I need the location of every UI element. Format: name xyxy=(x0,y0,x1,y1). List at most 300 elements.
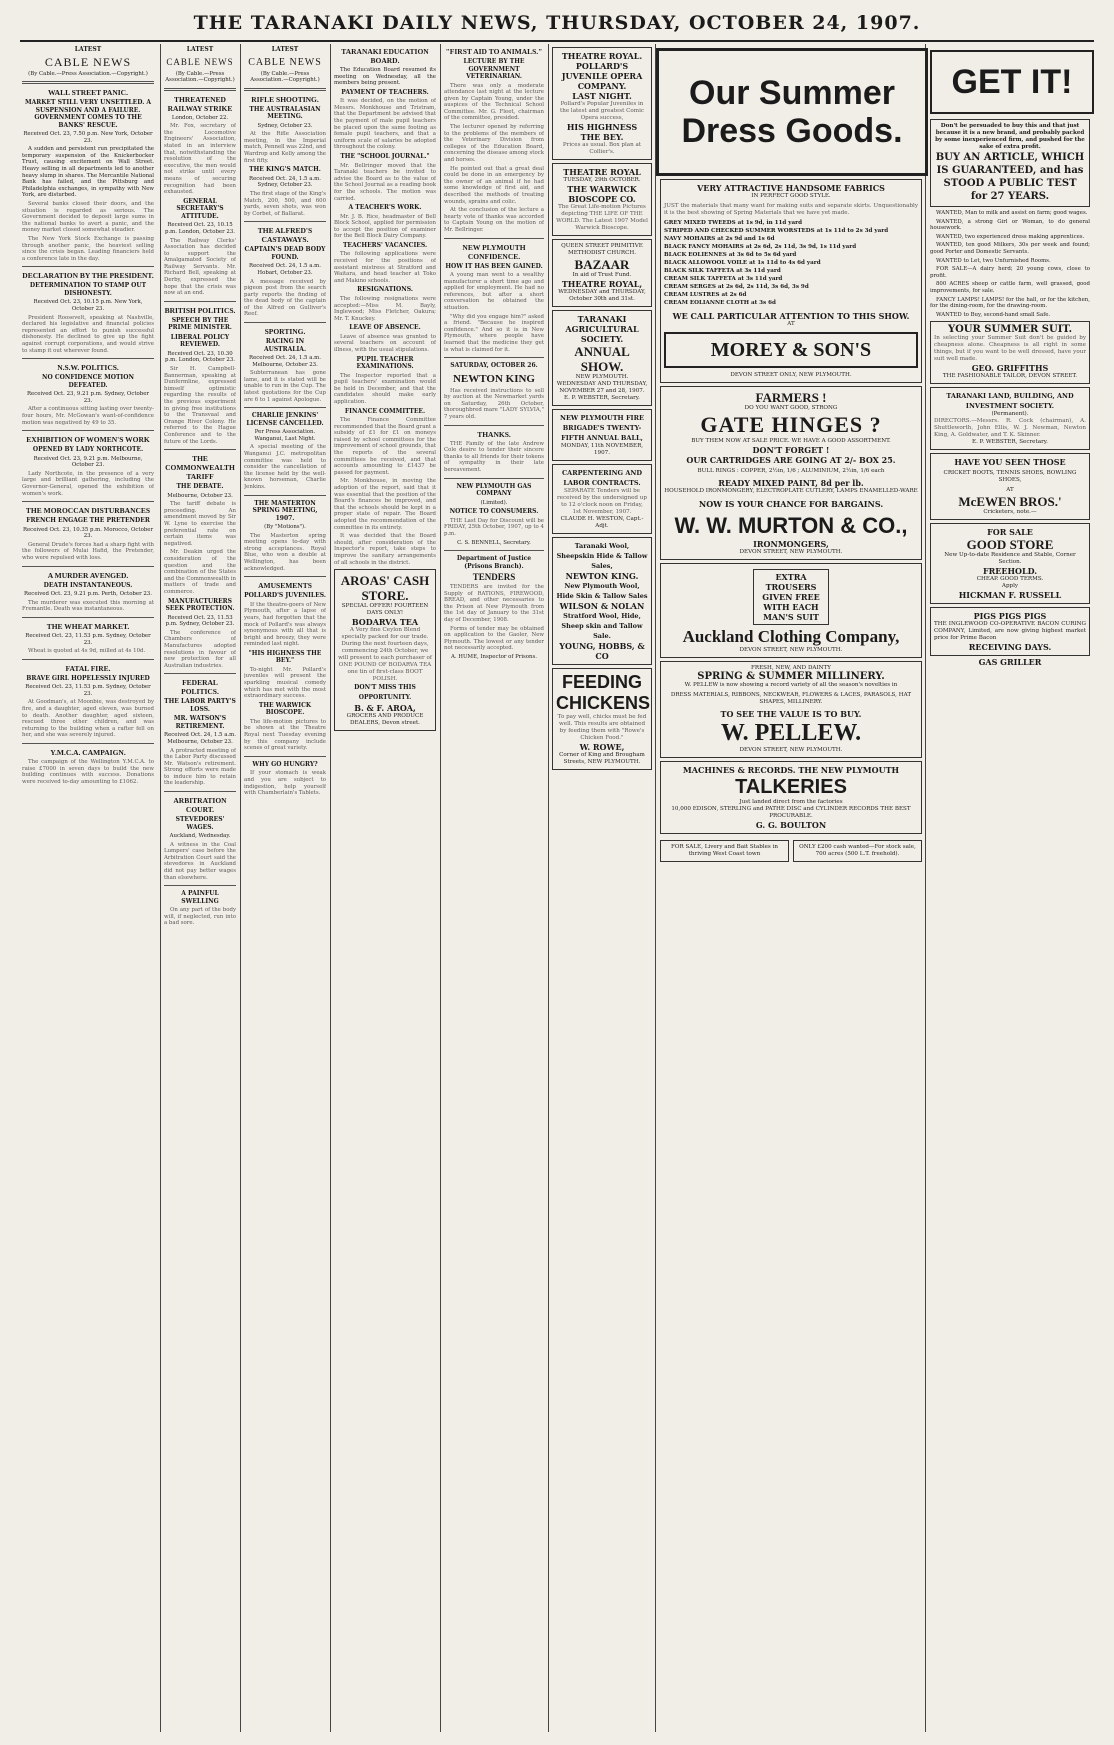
fabric-item: BLACK EOLIENNES at 3s 6d to 5s 6d yard xyxy=(664,252,797,258)
column-rule xyxy=(440,44,441,1732)
dateline: Received Oct. 23, 9.21 p.m. Melbourne, October 23. xyxy=(33,455,143,469)
header-cable-news: CABLE NEWS xyxy=(248,56,322,68)
article-body: If the theatre-goers of New Plymouth, after a lapse of years, had forgotten that the mock of Pollard's was always synonymous with all that is bright and breezy, they were reminded last night. xyxy=(244,601,326,648)
mcewen-name: McEWEN BROS.' xyxy=(958,494,1062,510)
primitive-church: QUEEN STREET PRIMITIVE METHODIST CHURCH. xyxy=(561,243,643,256)
morey-name: MOREY & SON'S xyxy=(664,332,918,368)
headline-confidence: NEW PLYMOUTH CONFIDENCE. xyxy=(462,242,526,261)
article-body: General Drude's forces had a sharp fight with the followers of Mulai Hafid, the Pretender, who were repulsed with loss. xyxy=(22,541,154,562)
classified: WANTED to Buy, second-hand small Safe. xyxy=(936,311,1051,318)
bazaar-loc: THEATRE ROYAL, xyxy=(561,279,643,289)
carpenter-sig: CLAUDE H. WESTON, Capt.-Adjt. xyxy=(560,516,644,529)
fabric-item: NAVY MOHAIRS at 2s 9d and 1s 6d xyxy=(664,236,775,242)
show-title: ANNUAL SHOW. xyxy=(574,344,630,374)
subhead: THE KING'S MATCH. xyxy=(249,166,321,174)
murton-addr: DEVON STREET, NEW PLYMOUTH. xyxy=(739,549,843,555)
header-latest: LATEST xyxy=(186,46,214,53)
theatre-title: THEATRE ROYAL. xyxy=(561,51,643,61)
bazaar-sub: In aid of Trust Fund. xyxy=(572,272,632,278)
fabric-item: CREAM SERGES at 2s 6d, 2s 11d, 3s 6d, 3s 9d xyxy=(664,284,809,290)
article-body: On any part of the body will, if neglected, run into a bad sore. xyxy=(164,907,236,927)
summer-suit: YOUR SUMMER SUIT. xyxy=(947,324,1073,336)
headline-education-board: TARANAKI EDUCATION BOARD. xyxy=(341,47,429,65)
headline-alfred: THE ALFRED'S CASTAWAYS. xyxy=(257,226,313,245)
griffiths-sub: THE FASHIONABLE TAILOR, DEVON STREET. xyxy=(942,373,1078,380)
subhead: THE "SCHOOL JOURNAL." xyxy=(340,153,430,161)
dateline: Received Oct. 24, 1.5 a.m. Melbourne, October 23. xyxy=(164,732,236,745)
header-cable-news: CABLE NEWS xyxy=(166,56,234,67)
column-4 xyxy=(334,44,436,1732)
spring-intro: FRESH, NEW, AND DAINTY xyxy=(751,665,831,671)
dateline: Received Oct. 23, 10.35 p.m. Morocco, October 23. xyxy=(22,526,154,540)
dateline: Received Oct. 23, 10.15 p.m. London, October 23. xyxy=(165,222,235,235)
subhead: DEATH INSTANTANEOUS. xyxy=(43,581,133,589)
sale-date: SATURDAY, OCTOBER 26. xyxy=(450,362,538,370)
wilson-nolan: WILSON & NOLAN xyxy=(559,601,645,611)
article-body: The following resignations were accepted:—Miss M. Bayly, Inglewood; Miss Fletcher, Oakura; Mr. T. Knuckey. xyxy=(334,295,436,322)
aroas-title: AROAS' CASH STORE. xyxy=(340,573,430,604)
pellew-name: W. PELLEW. xyxy=(720,720,862,746)
article-body: Several banks closed their doors, and the situation is regarded as serious. The Government decided to deposit large sums in the national banks to avert a panic, and the money market closed somewhat steadier. xyxy=(22,201,154,234)
header-latest: LATEST xyxy=(271,46,299,53)
hickman: HICKMAN F. RUSSELL xyxy=(958,590,1062,601)
headline-british-politics: BRITISH POLITICS. xyxy=(164,305,236,315)
good-store: GOOD STORE xyxy=(966,537,1054,553)
fire-title: NEW PLYMOUTH FIRE BRIGADE'S TWENTY-FIFTH ANNUAL BALL, xyxy=(560,414,644,442)
article-body: Subterranean has gone lame, and it is stated will be unable to run in the Cup. The latest quotations for the Cup are 6 to 1 against Apologue. xyxy=(244,370,326,403)
show-date: WEDNESDAY AND THURSDAY, NOVEMBER 27 and 28, 1907. xyxy=(556,381,648,394)
article-body: Forms of tender may be obtained on application to the Gaoler, New Plymouth. The lowest or any tender not necessarily accepted. xyxy=(444,625,544,652)
aroas-cash-store-ad xyxy=(334,569,436,731)
pigs-title: PIGS PIGS PIGS xyxy=(973,611,1047,622)
cricketers: Cricketers, note.— xyxy=(983,509,1037,516)
subhead: A TEACHER'S WORK. xyxy=(348,204,422,212)
masthead: THE TARANAKI DAILY NEWS, THURSDAY, OCTOBER 24, 1907. xyxy=(20,12,1094,42)
morey-addr: DEVON STREET ONLY, NEW PLYMOUTH. xyxy=(730,372,852,378)
article-body: THE Family of the late Andrew Cole desire to tender their sincere thanks to all friends for their tokens of sympathy in their late bereavement. xyxy=(444,440,544,474)
article-body: There was only a moderate attendance last night at the lecture given by Captain Young, under the auspices of the Technical School Committee. Mr. G. Fleet, chairman of the committee, presided. xyxy=(444,82,544,122)
tlb-sig: E. P. WEBSTER, Secretary. xyxy=(972,439,1048,446)
article-body: If your stomach is weak and you are subject to indigestion, help yourself with Chamberlain's Tablets. xyxy=(244,770,326,797)
article-body: The life-motion pictures to be shown at the Theatre Royal next Tuesday evening by this company include scenes of great variety. xyxy=(244,718,326,752)
subhead: FINANCE COMMITTEE. xyxy=(344,407,426,415)
column-rule xyxy=(925,44,926,1732)
griffiths-ad: YOUR SUMMER SUIT. In selecting your Summer Suit don't be guided by cheapness alone. Cheapness is all right in some things, but if you want to be well dressed, have your suit well made. GEO. GRIFFITHS THE FASHIONABLE TAILOR, DEVON STREET. xyxy=(930,321,1090,384)
article-body: At the conclusion of the lecture a hearty vote of thanks was accorded to Captain Young on the motion of Mr. Bellringer. xyxy=(444,207,544,233)
article-body: The Masterton spring meeting opens to-day with strong acceptances. Royal Blue, who won a double at Wellington, has been acknowledged. xyxy=(244,532,326,572)
column-7 xyxy=(660,176,922,1732)
carpentering-ad: CARPENTERING AND LABOR CONTRACTS. SEPARATE Tenders will be received by the undersigned up to 12 o'clock noon on Friday, 1st November, 1907. CLAUDE H. WESTON, Capt.-Adjt. xyxy=(552,464,652,534)
talk-stock: 10,000 EDISON, STERLING and PATHE DISC and CYLINDER RECORDS THE BEST PROCURABLE. xyxy=(671,806,911,819)
bazaar-title: BAZAAR xyxy=(574,257,630,272)
fabric-item: GREY MIXED TWEEDS at 1s 9d, in 11d yard xyxy=(664,220,803,226)
column-2 xyxy=(164,44,236,1732)
header-latest: LATEST xyxy=(74,46,102,53)
apply: Apply xyxy=(1001,583,1019,590)
warwick-title: THE WARWICK BIOSCOPE CO. xyxy=(567,184,637,204)
subhead: LECTURE BY THE GOVERNMENT VETERINARIAN. xyxy=(463,58,525,80)
good-store-ad xyxy=(930,523,1090,604)
article-body: "Why did you engage him?" asked a friend. "Because he inspired confidence." And so it is in New Plymouth, where people have learned that the medicine they get is what is claimed for it. xyxy=(444,313,544,353)
gas-griller: GAS GRILLER xyxy=(978,657,1042,668)
headline-tariff: THE COMMONWEALTH TARIFF xyxy=(165,454,235,482)
carpenter-title: CARPENTERING AND LABOR CONTRACTS. xyxy=(561,469,642,487)
article-body: The Finance Committee recommended that the Board grant a subsidy of £1 for £1 on moneys raised by school committees for the improvement of school grounds, that the reports of the several committees be received, and that accounts amounting to £1437 be passed for payment. xyxy=(334,417,436,476)
headline-federal: FEDERAL POLITICS. xyxy=(181,678,219,697)
byline: (By Cable.—Press Association.—Copyright.) xyxy=(28,70,148,77)
tlb-title: TARANAKI LAND, BUILDING, AND INVESTMENT SOCIETY. xyxy=(946,392,1074,411)
spring-sub: W. PELLEW is now showing a record variety of all the season's novelties in xyxy=(684,682,898,688)
dont-forget: DON'T FORGET ! xyxy=(752,445,830,455)
show-sig: E. P. WEBSTER, Secretary. xyxy=(564,395,640,401)
pigs-body: THE INGLEWOOD CO-OPERATIVE BACON CURING COMPANY, Limited, are now giving highest market price for Prime Bacon xyxy=(934,621,1086,642)
article-body: The lecturer opened by referring to the problems of the members of the Veterinary Division from colleges of the Education Board, concerning the disease among stock and horses. xyxy=(444,124,544,164)
paint: READY MIXED PAINT, 8d per lb. xyxy=(718,478,864,488)
gas-limited: (Limited). xyxy=(480,499,508,506)
dateline: Per Press Association. Wanganui, Last Night. xyxy=(254,429,316,442)
column-5 xyxy=(444,44,544,1732)
seen-title: HAVE YOU SEEN THOSE xyxy=(954,457,1066,468)
subhead: GENERAL SECRETARY'S ATTITUDE. xyxy=(176,197,224,220)
article-body: Mr. Deakin urged the consideration of the question and the combination of the States and the Commonwealth in matters of trade and commerce. xyxy=(164,549,236,595)
fabric-item: CREAM SILK TAFFETA at 3s 11d yard xyxy=(664,276,783,282)
murton-ad xyxy=(660,386,922,560)
livery-text: FOR SALE, Livery and Bait Stables in thriving West Coast town xyxy=(671,844,778,857)
tlb-sub: (Permanent). xyxy=(991,411,1029,418)
value-line: TO SEE THE VALUE IS TO BUY. xyxy=(720,709,862,719)
subhead: TEACHERS' VACANCIES. xyxy=(342,241,428,249)
summer-dress-goods-banner xyxy=(656,48,928,176)
taranaki-wool: Taranaki Wool, Sheepskin Hide & Tallow Sales, xyxy=(556,542,648,570)
talk-sub: Just landed direct from the factories xyxy=(739,799,843,805)
dateline: Received Oct. 23, 9.21 p.m. Perth, October 23. xyxy=(24,591,152,598)
headline-first-aid: "FIRST AID TO ANIMALS." xyxy=(445,47,543,56)
dateline: Auckland, Wednesday. xyxy=(169,833,231,840)
good-sub: New Up-to-date Residence and Stable, Corner Section. xyxy=(944,552,1076,566)
headline-amusements: AMUSEMENTS xyxy=(258,581,312,591)
pellew-addr: DEVON STREET, NEW PLYMOUTH. xyxy=(739,747,843,753)
v-sub: IN PERFECT GOOD STYLE. xyxy=(751,193,831,199)
dateline: Received Oct. 23, 10.15 p.m. New York, October 23. xyxy=(33,299,143,312)
aroas-offer: SPECIAL OFFER! FOURTEEN DAYS ONLY! xyxy=(341,603,429,617)
stock-text: ONLY £200 cash wanted—For stock sale, 700 acres (500 L.T. freehold). xyxy=(799,844,916,857)
classified: WANTED to Let, two Unfurnished Rooms. xyxy=(936,257,1051,264)
subhead: THE LABOR PARTY'S LOSS. xyxy=(164,698,236,713)
get-it-banner xyxy=(930,50,1094,114)
column-rule xyxy=(160,44,161,1732)
seen-at: AT xyxy=(1006,487,1014,494)
column-rule xyxy=(655,44,656,1732)
article-body: The murderer was executed this morning at Fremantle. Death was instantaneous. xyxy=(22,599,154,613)
article-body: President Roosevelt, speaking at Nashville, declared his legislative and financial policies represented an effort to punish successful dishonesty. He declined to give up the fight against corrupt corporations, and would strive to stamp it out wherever found. xyxy=(22,314,154,354)
article-body: The Railway Clerks' Association has decided to support the Amalgamated Society of Railway Servants. Mr. Richard Bell, speaking at Derby, expressed the hope that the crisis was now at an end. xyxy=(164,237,236,297)
young-hobbs: YOUNG, HOBBS, & CO xyxy=(559,641,645,661)
classified: WANTED, a strong Girl or Woman, to do general housework. xyxy=(930,218,1090,232)
dateline: Received Oct. 23, 7.50 p.m. New York, October 23. xyxy=(23,131,153,144)
column-3 xyxy=(244,44,326,1732)
v-title: VERY ATTRACTIVE HANDSOME FABRICS xyxy=(697,183,885,193)
article-body: A special meeting of the Wanganui J.C. metropolitan committee was held to consider the cancellation of the license held by the well-known horseman, Charlie Jenkins. xyxy=(244,444,326,490)
article-body: Mr. Fox, secretary of the Locomotive Engineers' Association, stated in an interview that, notwithstanding the resolution of the executive, the men would not strike until every means of securing recognition had been exhausted. xyxy=(164,123,236,196)
dateline: Melbourne, October 23. xyxy=(167,492,233,499)
article-body: After a continuous sitting lasting over twenty-four hours, Mr. McGowan's want-of-confidence motion was negatived by 49 to 35. xyxy=(22,406,154,426)
dateline: Received Oct. 23, 9.21 p.m. Sydney, October 23. xyxy=(27,391,149,404)
gas-notice: NOTICE TO CONSUMERS. xyxy=(449,508,539,516)
murton-sub: IRONMONGERS, xyxy=(753,539,829,549)
headline-president: DECLARATION BY THE PRESIDENT. xyxy=(22,271,154,281)
pollard-bey: HIS HIGHNESS THE BEY. xyxy=(566,122,638,142)
classified: WANTED, two experienced dress making apprentices. xyxy=(936,233,1085,240)
prison-sig: A. HUME, Inspector of Prisons. xyxy=(450,654,538,661)
article-body: At Goodman's, at Moonbie, was destroyed by fire, and a daughter, aged eleven, was burned to death. Another daughter, aged sixteen, rescued three other children, and was returning to the building when a rafter fell on her, and she was severely injured. xyxy=(22,699,154,739)
headline-ymca: Y.M.C.A. CAMPAIGN. xyxy=(50,747,126,757)
classified: FANCY LAMPS! LAMPS! for the hall, or for the kitchen, for the dining-room, for the drawing-room. xyxy=(930,296,1090,310)
headline-jenkins: CHARLIE JENKINS' LICENSE CANCELLED. xyxy=(246,412,324,427)
stratford-wool: Stratford Wool, Hide, Sheep skin and Tallow Sale. xyxy=(561,612,643,640)
pellew-ad xyxy=(660,661,922,758)
auckland-clothing-ad xyxy=(660,563,922,658)
newton-king: NEWTON KING. xyxy=(565,571,639,581)
subhead: CAPTAIN'S DEAD BODY FOUND. xyxy=(244,246,326,261)
gate-hinges: GATE HINGES ? xyxy=(700,412,882,437)
rowe-addr: Corner of King and Brougham Streets, NEW PLYMOUTH. xyxy=(559,752,645,765)
agricultural-show-ad xyxy=(552,310,652,406)
mcewen-ad xyxy=(930,453,1090,520)
subhead: STEVEDORES' WAGES. xyxy=(175,816,225,831)
dateline: Received Oct. 24, 1.5 a.m. Hobart, October 23. xyxy=(249,263,321,276)
pollard-title: POLLARD'S JUVENILE OPERA COMPANY. xyxy=(561,61,643,91)
subhead: MARKET STILL VERY UNSETTLED. A SUSPENSION AND A FAILURE. GOVERNMENT COMES TO THE BANKS' RESCUE. xyxy=(24,99,152,129)
get-it-ad xyxy=(930,119,1090,207)
talkeries-title: TALKERIES xyxy=(735,776,847,798)
byline: (By Cable.—Press Association.—Copyright.) xyxy=(165,70,235,84)
article-body: A young man went to a wealthy manufacturer a short time ago and applied for employment. He had no references, but after a short conversation he obtained the situation. xyxy=(444,272,544,312)
article-body: Wheat is quoted at 4s 9d, milled at 4s 10d. xyxy=(28,648,146,655)
article-body: To-night Mr. Pollard's juveniles will present the sparkling musical comedy which has met with the most extraordinary success. xyxy=(244,666,326,700)
subhead: LIBERAL POLICY REVIEWED. xyxy=(170,333,230,349)
feeding-chickens-ad: FEEDING CHICKENS To pay well, chicks must be fed well. This results are obtained by feeding them with "Rowe's Chicken Food." W. ROWE, Corner of King and Brougham Streets, NEW PLYMOUTH. xyxy=(552,668,652,770)
talk-sig: G. G. BOULTON xyxy=(755,820,827,830)
theatre2-date: TUESDAY, 29th OCTOBER. xyxy=(563,177,641,183)
dateline: Sydney, October 23. xyxy=(257,122,313,129)
article-body: The New York Stock Exchange is passing through another panic, the heaviest selling since the crisis began. Leading financiers held a conference late in the day. xyxy=(22,236,154,262)
bazaar-ad xyxy=(552,239,652,307)
seen-items: CRICKET BOOTS, TENNIS SHOES, BOWLING SHOES, xyxy=(943,470,1077,484)
farmers-sub: DO YOU WANT GOOD, STRONG xyxy=(744,405,838,411)
dress-items: DRESS MATERIALS, RIBBONS, NECKWEAR, FLOWERS & LACES, PARASOLS, HAT SHAPES, MILLINERY. xyxy=(670,692,912,705)
aroas-sig2: GROCERS AND PRODUCE DEALERS, Devon street. xyxy=(346,713,424,727)
aroas-item: BODARVA TEA xyxy=(351,617,419,628)
headline-wall-street: WALL STREET PANIC. xyxy=(48,88,128,98)
article-body: Mr. Bellringer moved that the Taranaki teachers be invited to advise the Board as to the value of the School Journal as a reading book for the schools. The motion was carried. xyxy=(334,162,436,202)
subhead: RACING IN AUSTRALIA. xyxy=(263,338,307,353)
theatre2-title: THEATRE ROYAL xyxy=(563,167,641,177)
fabric-item: BLACK ALLOWOOL VOILE at 1s 11d to 4s 6d yard xyxy=(664,260,821,266)
article-body: The Education Board resumed its meeting on Wednesday, all the members being present. xyxy=(334,67,436,87)
np-wool: New Plymouth Wool, Hide Skin & Tallow Sales xyxy=(556,582,648,600)
headline-hungry: WHY GO HUNGRY? xyxy=(252,760,318,768)
gas-company: NEW PLYMOUTH GAS COMPANY xyxy=(456,482,532,498)
cartridges: OUR CARTRIDGES ARE GOING AT 2/- BOX 25. xyxy=(686,455,896,465)
v-at: AT xyxy=(787,321,795,327)
fabric-item: CREAM EOLIANNE CLOTH at 3s 6d xyxy=(664,300,776,306)
headline-arbitration: ARBITRATION COURT. xyxy=(173,796,227,815)
column-6 xyxy=(552,44,652,1732)
article-body: At the Rifle Association meeting, in the Imperial match, Pennell was 22nd, and Wardrop and Kelly among the first fifty. xyxy=(244,131,326,164)
headline-moroccan: THE MOROCCAN DISTURBANCES xyxy=(25,506,151,516)
article-body: TENDERS are invited for the Supply of RATIONS, FIREWOOD, BREAD, and other necessaries to the Prison at New Plymouth from the 1st day of January to the 31st day of December, 1908. xyxy=(444,584,544,624)
dateline: London, October 22. xyxy=(171,114,229,121)
subhead: DETERMINATION TO STAMP OUT DISHONESTY. xyxy=(29,282,147,297)
gas-sig: C. S. BENNELL, Secretary. xyxy=(457,539,531,546)
subhead: LEAVE OF ABSENCE. xyxy=(349,324,421,332)
byline: (By Cable.—Press Association.—Copyright.) xyxy=(250,70,320,84)
headline-wheat: THE WHEAT MARKET. xyxy=(46,621,130,631)
article-body: It was decided, on the motion of Messrs. Monkhouse and Tristram, that the Department be advised that the payment of male pupil teachers be placed upon the same footing as female pupil teachers, and that a uniform scale of salaries be adopted throughout the colony. xyxy=(334,98,436,151)
dateline: Received Oct. 23, 11.53 p.m. Sydney, October 23. xyxy=(25,632,151,646)
article-body: The following applications were received for the positions of assistant mistress at Stratford and Waitara, and head teacher at Toko and Makino schools. xyxy=(334,251,436,284)
receiving: RECEIVING DAYS. xyxy=(968,642,1052,653)
article-body: Sir H. Campbell-Bannerman, speaking at Dunfermline, expressed himself optimistic regarding the results of the previous experiment in giving free institutions to the Transvaal and Orange River Colony. He referred to the Hague Conference and to the future of the Lords. xyxy=(164,366,236,445)
column-rule xyxy=(330,44,331,1732)
article-body: The conference of Chambers of Manufactures adopted resolutions in favour of new protection for all Australian industries. xyxy=(164,629,236,669)
getit-title: GET IT! xyxy=(951,63,1073,101)
newton-king-title: NEWTON KING xyxy=(452,372,535,385)
subhead: THE AUSTRALASIAN MEETING. xyxy=(249,105,321,121)
buy-line: BUY AN ARTICLE, WHICH IS GUARANTEED, and has STOOD A PUBLIC TEST for 27 YEARS. xyxy=(935,152,1085,202)
summer-title: Our Summer Dress Goods. xyxy=(681,74,903,150)
spring-main: SPRING & SUMMER MILLINERY. xyxy=(697,671,885,682)
headline-sporting: SPORTING. xyxy=(264,327,306,337)
bull-rings: BULL RINGS : COPPER, 2½in, 1/6 ; ALUMINIUM, 2½in, 1/6 each xyxy=(697,468,885,474)
gate-sub: BUY THEM NOW AT SALE PRICE. WE HAVE A GOOD ASSORTMENT. xyxy=(691,438,891,444)
article-body: Mr. Monkhouse, in moving the adoption of the report, said that it was essential that the position of the Board's finances be improved, and that the schools should be kept in a proper state of repair. The Board adopted the recommendation of the committee in its entirety. xyxy=(334,478,436,531)
article-body: He pointed out that a great deal could be done in an emergency by the owner of an animal if he had some knowledge of first aid, and described the methods of treating wounds, sprains and colic. xyxy=(444,165,544,205)
stock-ad xyxy=(793,840,922,862)
column-rule xyxy=(548,44,549,1732)
article-body: The Inspector reported that a pupil teachers' examination would be held in December, and that the candidates should make early application. xyxy=(334,372,436,405)
pigs-ad xyxy=(930,607,1090,656)
subhead: THE WARWICK BIOSCOPE. xyxy=(258,701,312,717)
subhead: MR. WATSON'S RETIREMENT. xyxy=(173,715,227,730)
fabric-item: STRIPED AND CHECKED SUMMER WORSTEDS at 1s 11d to 2s 3d yard xyxy=(664,228,889,234)
subhead: POLLARD'S JUVENILES. xyxy=(244,592,326,600)
morey-ad: VERY ATTRACTIVE HANDSOME FABRICS IN PERFECT GOOD STYLE. JUST the materials that many want for making suits and separate skirts. Unquestionably it is the best showing of Spring Materials that we have yet made. GREY MIXED TWEEDS at 1s 9d, in 11d yard STRIPED AND CHECKED SUMMER WORSTEDS at 1s 11d to 2s 3d yard NAVY MOHAIRS at 2s 9d and 1s 6d BLACK FANCY MOHAIRS at 2s 6d, 2s 11d, 3s 9d, 1s 11d yard BLACK EOLIENNES at 3s 6d to 5s 6d yard BLACK ALLOWOOL VOILE at 1s 11d to 4s 6d yard BLACK SILK TAFFETA at 3s 11d yard CREAM SILK TAFFETA at 3s 11d yard CREAM SERGES at 2s 6d, 2s 11d, 3s 6d, 3s 9d CREAM LUSTRES at 2s 6d CREAM EOLIANNE CLOTH at 3s 6d WE CALL PARTICULAR ATTENTION TO THIS SHOW. AT MOREY & SON'S DEVON STREET ONLY, NEW PLYMOUTH. xyxy=(660,179,922,383)
thanks-title: THANKS. xyxy=(477,429,511,439)
headline-nsw-politics: N.S.W. POLITICS. xyxy=(57,363,119,373)
chance: NOW IS YOUR CHANCE FOR BARGAINS. xyxy=(698,499,884,509)
dateline: Received Oct. 24, 1.5 a.m. Sydney, October 23. xyxy=(249,175,321,189)
subhead: PUPIL TEACHER EXAMINATIONS. xyxy=(356,355,414,371)
article-body: Leave of absence was granted to several teachers on account of illness, with the usual stipulations. xyxy=(334,333,436,353)
pollard-last-night: LAST NIGHT. xyxy=(572,91,632,101)
article-body: Lady Northcote, in the presence of a very large and brilliant gathering, including the Governor-General, opened the exhibition of women's work. xyxy=(22,470,154,497)
getit-body: Don't be persuaded to buy this and that just because it is a new brand, and probably packed by some inexperienced firm, and pushed for the sake of extra profit. xyxy=(935,123,1085,150)
headline-railway: THREATENED RAILWAY STRIKE xyxy=(167,94,233,113)
subhead: RESIGNATIONS. xyxy=(357,286,413,294)
subhead: FRENCH ENGAGE THE PRETENDER xyxy=(26,517,150,525)
household: HOUSEHOLD IRONMONGERY, ELECTROPLATE CUTLERY, LAMPS ENAMELLED-WARE xyxy=(664,488,918,494)
classified: WANTED, ten good Milkers, 30s per week and found; good Porter and Domestic Servants. xyxy=(930,242,1090,255)
classified: FOR SALE—A dairy herd; 20 young cows, close to profit. xyxy=(930,266,1090,279)
article-body: A witness in the Coal Lumpers' case before the Arbitration Court said the stevedores in Auckland did not pay better wages than elsewhere. xyxy=(164,841,236,881)
byline: (By "Motions"). xyxy=(264,524,306,531)
rowe-name: W. ROWE, xyxy=(579,742,625,752)
classified: WANTED, Man to milk and assist on farm; good wages. xyxy=(936,210,1088,216)
aroas-foot: DON'T MISS THIS OPPORTUNITY. xyxy=(354,684,416,702)
cheap: CHEAP. GOOD TERMS. xyxy=(976,576,1044,583)
dateline: Received Oct. 23, 11.53 p.m. Sydney, October 23. xyxy=(165,614,235,628)
dateline: Received Oct. 24, 1.5 a.m. Melbourne, October 23. xyxy=(249,355,321,368)
subhead: NO CONFIDENCE MOTION DEFEATED. xyxy=(42,374,134,389)
article-body: The tariff debate is proceeding. An amendment moved by Sir W. Lyne to exercise the preferential rate on certain items was negatived. xyxy=(164,501,236,547)
talkeries-ad xyxy=(660,761,922,834)
freehold: FREEHOLD. xyxy=(982,566,1038,577)
farmers-title: FARMERS ! xyxy=(755,390,827,405)
aroas-sig: B. & F. AROA, xyxy=(354,703,416,714)
article-body: A sudden and persistent run precipitated the temporary suspension of the Knickerbocker Trust, causing excitement on Wall Street. Heavy selling in all departments led to another heavy slump in shares. The Mercantile National Bank has failed, and the Pittsburg and Philadelphia exchanges, in sympathy with New York, are disturbed. xyxy=(22,146,154,199)
headline-murder: A MURDER AVENGED. xyxy=(47,570,129,580)
article-body: Mr. J. B. Rice, headmaster of Bell Block School, applied for permission to accept the position of examiner for the Bell Block Dairy Company. xyxy=(334,213,436,240)
fabric-item: BLACK SILK TAFFETA at 3s 11d yard xyxy=(664,268,781,274)
headline-swelling: A PAINFUL SWELLING xyxy=(181,890,219,905)
trousers-box: EXTRA TROUSERS GIVEN FREE WITH EACH MAN'S SUIT xyxy=(753,569,829,625)
fabric-list xyxy=(664,220,918,307)
griffiths-name: GEO. GRIFFITHS xyxy=(971,363,1049,374)
subhead: MANUFACTURERS SEEK PROTECTION. xyxy=(165,597,235,613)
machines: MACHINES & RECORDS. THE NEW PLYMOUTH xyxy=(682,765,900,775)
article-body: Has received instructions to sell by auction at the Newmarket yards on Saturday, 26th October, thoroughbred mare "LADY SYLVIA," 7 years old. xyxy=(444,387,544,421)
headline-fatal-fire: FATAL FIRE. xyxy=(65,663,111,673)
article-body: The campaign of the Wellington Y.M.C.A. to raise £7000 in seven days to build the new building continues with success. Donations were received to-day amounting to £1062. xyxy=(22,758,154,785)
dateline: Received Oct. 23, 11.53 p.m. Sydney, October 23. xyxy=(25,684,151,697)
classified-row xyxy=(660,837,922,865)
article-body: THE Last Day for Discount will be FRIDAY, 25th October, 1907, up to 4 p.m. xyxy=(444,517,544,537)
column-rule xyxy=(240,44,241,1732)
headline-masterton: THE MASTERTON SPRING MEETING, 1907. xyxy=(252,499,318,522)
livery-ad xyxy=(660,840,789,862)
article-body: A protracted meeting of the Labor Party discussed Mr. Watson's retirement. Strong efforts were made to induce him to retain the leadership. xyxy=(164,747,236,787)
feeding-title: FEEDING CHICKENS xyxy=(556,672,651,713)
subhead: OPENED BY LADY NORTHCOTE. xyxy=(32,446,144,454)
fire-brigade-ad xyxy=(552,409,652,461)
subhead: SPEECH BY THE PRIME MINISTER. xyxy=(168,316,232,332)
tas-title: TARANAKI AGRICULTURAL SOCIETY. xyxy=(565,314,639,344)
subhead: THE DEBATE. xyxy=(176,483,224,491)
aroas-body: A Very fine Ceylon Blend specially packed for our trade. During the next fourteen days, commencing 24th October, we will present to each purchaser of ONE POUND OF BODARVA TEA one tin of first-class BOOT POLISH. xyxy=(338,627,432,683)
building-society-ad: TARANAKI LAND, BUILDING, AND INVESTMENT SOCIETY. (Permanent). DIRECTORS.—Messrs. R. Cock (chairman), A. Shuttleworth, John Ellis, W. J. Newman, Newton King, A. Goldwater, and T. K. Skinner. E. P. WEBSTER, Secretary. xyxy=(930,387,1090,450)
column-8 xyxy=(930,116,1090,1732)
fabric-item: CREAM LUSTRES at 2s 6d xyxy=(664,292,747,298)
sale-title: FOR SALE xyxy=(987,527,1033,538)
dateline: Received Oct. 23, 10.30 p.m. London, October 23. xyxy=(165,350,235,364)
subhead: PAYMENT OF TEACHERS. xyxy=(341,88,429,96)
article-body: A message received by pigeon post from the search party reports the finding of the dead body of the captain of the Alfred on Gulliver's Reef. xyxy=(244,278,326,318)
wool-sales-ad xyxy=(552,537,652,665)
warwick-ad: THEATRE ROYAL TUESDAY, 29th OCTOBER. THE WARWICK BIOSCOPE CO. The Great Life-motion Pictures depicting THE LIFE OF THE WORLD. The Latest 1907 Model Warwick Bioscope. xyxy=(552,163,652,236)
fabric-item: BLACK FANCY MOHAIRS at 2s 6d, 2s 11d, 3s 9d, 1s 11d yard xyxy=(664,244,857,250)
justice-dept: Department of Justice (Prisons Branch). xyxy=(456,555,532,570)
headline-rifle: RIFLE SHOOTING. xyxy=(251,94,319,104)
auckland-name: Auckland Clothing Company, xyxy=(682,627,900,646)
subhead: HOW IT HAS BEEN GAINED. xyxy=(445,262,543,270)
article-body: The first stage of the King's Match, 200, 500, and 600 yards, seven shots, was won by Corbet, of Ballarat. xyxy=(244,190,326,217)
fire-date: MONDAY, 11th NOVEMBER, 1907. xyxy=(560,443,644,456)
bazaar-date: WEDNESDAY and THURSDAY, October 30th and 31st. xyxy=(558,289,646,302)
headline-exhibition: EXHIBITION OF WOMEN'S WORK xyxy=(26,435,150,445)
column-1 xyxy=(22,44,154,1732)
article-body: It was decided that the Board should, after consideration of the Inspector's report, take steps to improve the sanitary arrangements of all schools in the district. xyxy=(334,533,436,566)
